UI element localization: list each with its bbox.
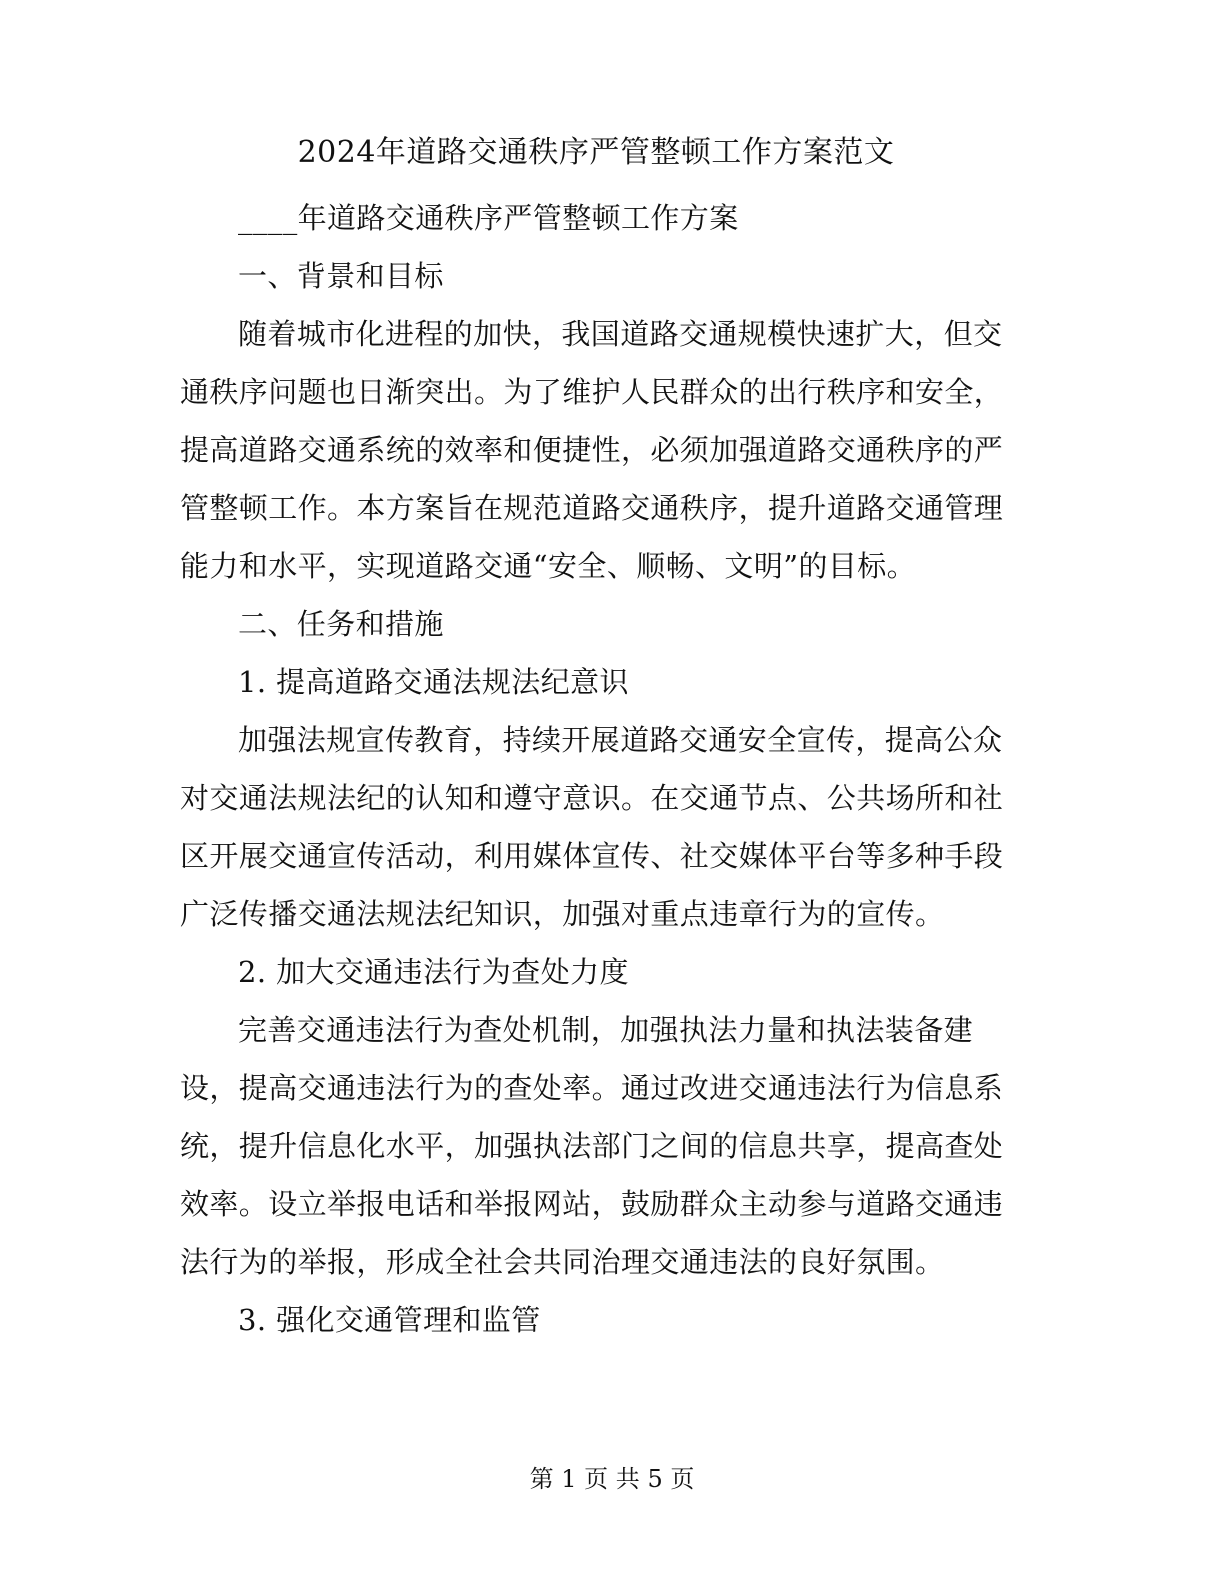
paragraph-line: 区开展交通宣传活动，利用媒体宣传、社交媒体平台等多种手段 bbox=[180, 839, 1004, 873]
section-heading-background: 一、背景和目标 bbox=[238, 259, 444, 293]
document-subtitle: ____年道路交通秩序严管整顿工作方案 bbox=[238, 201, 739, 235]
paragraph-line: 能力和水平，实现道路交通“安全、顺畅、文明”的目标。 bbox=[180, 549, 917, 583]
paragraph-line: 管整顿工作。本方案旨在规范道路交通秩序，提升道路交通管理 bbox=[180, 491, 1004, 525]
paragraph-line: 完善交通违法行为查处机制，加强执法力量和执法装备建 bbox=[238, 1013, 974, 1047]
item-heading-3: 3. 强化交通管理和监管 bbox=[238, 1303, 541, 1337]
paragraph-line: 法行为的举报，形成全社会共同治理交通违法的良好氛围。 bbox=[180, 1245, 945, 1279]
paragraph-line: 加强法规宣传教育，持续开展道路交通安全宣传，提高公众 bbox=[238, 723, 1003, 757]
document-title: 2024年道路交通秩序严管整顿工作方案范文 bbox=[297, 135, 895, 170]
paragraph-line: 设，提高交通违法行为的查处率。通过改进交通违法行为信息系 bbox=[180, 1071, 1004, 1105]
paragraph-line: 统，提升信息化水平，加强执法部门之间的信息共享，提高查处 bbox=[180, 1129, 1004, 1163]
page-number-footer: 第 1 页 共 5 页 bbox=[529, 1465, 695, 1493]
paragraph-line: 效率。设立举报电话和举报网站，鼓励群众主动参与道路交通违 bbox=[180, 1187, 1004, 1221]
item-heading-1: 1. 提高道路交通法规法纪意识 bbox=[238, 665, 629, 699]
paragraph-line: 通秩序问题也日渐突出。为了维护人民群众的出行秩序和安全， bbox=[180, 375, 1004, 409]
paragraph-line: 对交通法规法纪的认知和遵守意识。在交通节点、公共场所和社 bbox=[180, 781, 1004, 815]
item-heading-2: 2. 加大交通违法行为查处力度 bbox=[238, 955, 629, 989]
section-heading-tasks: 二、任务和措施 bbox=[238, 607, 444, 641]
paragraph-line: 随着城市化进程的加快，我国道路交通规模快速扩大，但交 bbox=[238, 317, 1003, 351]
paragraph-line: 提高道路交通系统的效率和便捷性，必须加强道路交通秩序的严 bbox=[180, 433, 1004, 467]
paragraph-line: 广泛传播交通法规法纪知识，加强对重点违章行为的宣传。 bbox=[180, 897, 945, 931]
